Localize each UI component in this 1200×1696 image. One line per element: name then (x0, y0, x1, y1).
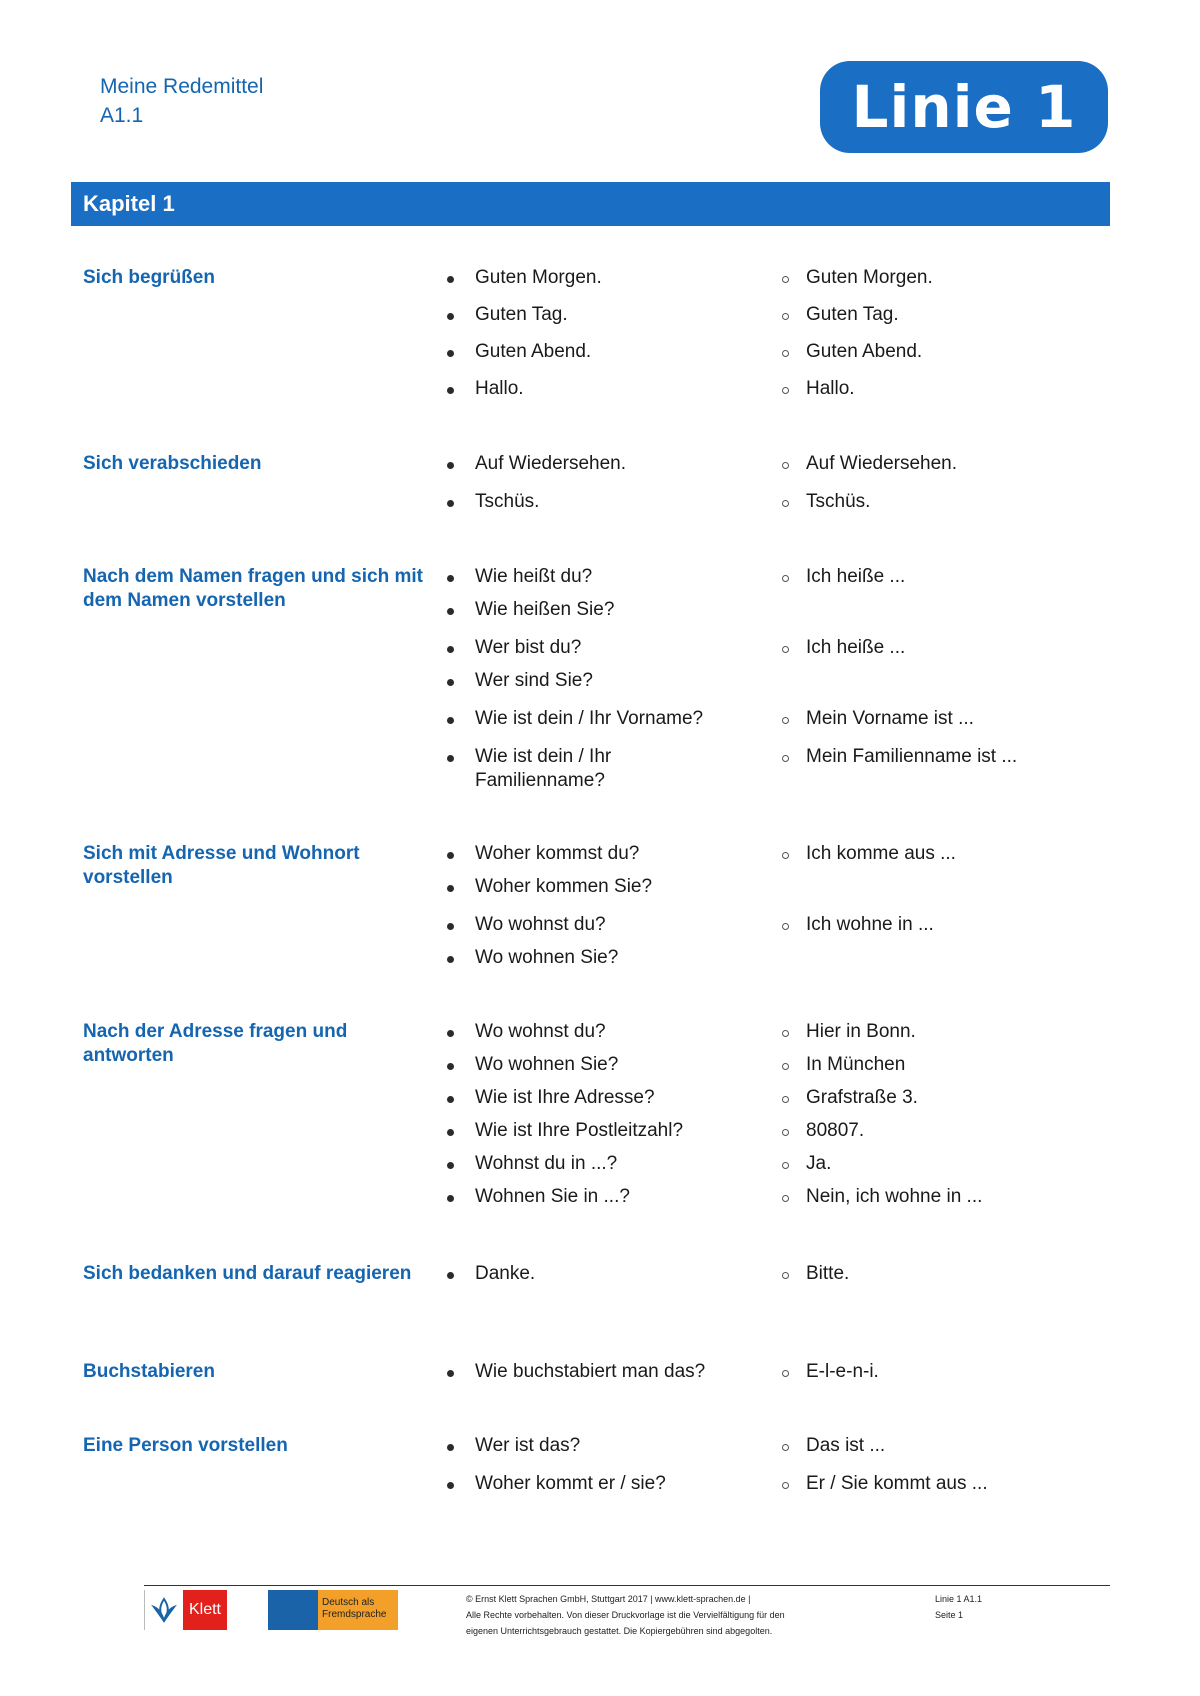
open-bullet-icon (782, 462, 789, 469)
answer-text: Ich heiße ... (806, 566, 906, 587)
question-text: Wohnst du in ...? (475, 1153, 618, 1174)
header-title-line1: Meine Redemittel (100, 75, 264, 98)
open-bullet-icon (782, 1030, 789, 1037)
footer-copyright (466, 1591, 886, 1639)
open-bullet-icon (782, 1272, 789, 1279)
answer-text: Er / Sie kommt aus ... (806, 1473, 988, 1494)
answer-text: Mein Familienname ist ... (806, 746, 1018, 767)
section-title: Nach der Adresse fragen und antworten (83, 1021, 348, 1066)
filled-bullet-icon (447, 350, 454, 357)
filled-bullet-icon (447, 1162, 454, 1169)
filled-bullet-icon (447, 646, 454, 653)
question-text: Wer sind Sie? (475, 670, 593, 691)
filled-bullet-icon (447, 1030, 454, 1037)
filled-bullet-icon (447, 923, 454, 930)
filled-bullet-icon (447, 1444, 454, 1451)
open-bullet-icon (782, 1096, 789, 1103)
open-bullet-icon (782, 646, 789, 653)
question-text: Guten Tag. (475, 304, 568, 325)
klett-flower-icon (145, 1590, 183, 1630)
question-text: Wo wohnen Sie? (475, 1054, 619, 1075)
answer-text: Nein, ich wohne in ... (806, 1186, 983, 1207)
footer-page-number: Seite 1 (935, 1610, 964, 1620)
klett-logo (144, 1590, 227, 1630)
filled-bullet-icon (447, 276, 454, 283)
footer-copyright-line2: Alle Rechte vorbehalten. Von dieser Druckvorlage ist die Vervielfältigung für den (466, 1610, 785, 1620)
filled-bullet-icon (447, 1272, 454, 1279)
section-title: Sich mit Adresse und Wohnort vorstellen (83, 843, 360, 888)
filled-bullet-icon (447, 956, 454, 963)
question-text: Wie heißt du? (475, 566, 593, 587)
question-text: Danke. (475, 1263, 536, 1284)
answer-text: Guten Morgen. (806, 267, 933, 288)
daf-logo (268, 1590, 398, 1630)
klett-logo-label: Klett (183, 1590, 227, 1630)
section-title: Sich begrüßen (83, 267, 215, 288)
question-text: Wohnen Sie in ...? (475, 1186, 630, 1207)
filled-bullet-icon (447, 885, 454, 892)
question-text: Wo wohnst du? (475, 1021, 606, 1042)
logo-text: Linie 1 (851, 73, 1077, 141)
answer-text: Ja. (806, 1153, 832, 1174)
filled-bullet-icon (447, 500, 454, 507)
footer-divider (144, 1585, 1110, 1586)
section-title: Nach dem Namen fragen und sich mit dem Namen vorstellen (83, 566, 423, 611)
daf-logo-label: Deutsch als Fremdsprache (318, 1590, 398, 1630)
question-text: Woher kommen Sie? (475, 876, 653, 897)
answer-text: Tschüs. (806, 491, 871, 512)
filled-bullet-icon (447, 755, 454, 762)
question-text: Wie ist Ihre Postleitzahl? (475, 1120, 684, 1141)
answer-text: Das ist ... (806, 1435, 886, 1456)
filled-bullet-icon (447, 1096, 454, 1103)
header-title (100, 72, 263, 130)
open-bullet-icon (782, 1370, 789, 1377)
section-title: Sich verabschieden (83, 453, 262, 474)
question-text: Wie ist dein / Ihr Familienname? (475, 746, 612, 791)
filled-bullet-icon (447, 679, 454, 686)
open-bullet-icon (782, 755, 789, 762)
section-title: Buchstabieren (83, 1361, 215, 1382)
question-text: Wie buchstabiert man das? (475, 1361, 706, 1382)
question-text: Wer ist das? (475, 1435, 581, 1456)
question-text: Wie ist dein / Ihr Vorname? (475, 708, 704, 729)
filled-bullet-icon (447, 462, 454, 469)
question-text: Wo wohnst du? (475, 914, 606, 935)
filled-bullet-icon (447, 387, 454, 394)
answer-text: 80807. (806, 1120, 865, 1141)
question-text: Tschüs. (475, 491, 540, 512)
open-bullet-icon (782, 1129, 789, 1136)
filled-bullet-icon (447, 608, 454, 615)
section-title: Eine Person vorstellen (83, 1435, 288, 1456)
open-bullet-icon (782, 1063, 789, 1070)
answer-text: Ich heiße ... (806, 637, 906, 658)
footer-copyright-line3: eigenen Unterrichtsgebrauch gestattet. Die Kopiergebühren sind abgegolten. (466, 1626, 773, 1636)
footer-book-title: Linie 1 A1.1 (935, 1594, 983, 1604)
answer-text: Hier in Bonn. (806, 1021, 916, 1042)
filled-bullet-icon (447, 1195, 454, 1202)
linie1-logo (820, 61, 1108, 153)
open-bullet-icon (782, 276, 789, 283)
open-bullet-icon (782, 923, 789, 930)
open-bullet-icon (782, 500, 789, 507)
answer-text: Grafstraße 3. (806, 1087, 918, 1108)
question-text: Wo wohnen Sie? (475, 947, 619, 968)
open-bullet-icon (782, 387, 789, 394)
open-bullet-icon (782, 1195, 789, 1202)
answer-text: Hallo. (806, 378, 855, 399)
question-text: Wer bist du? (475, 637, 582, 658)
question-text: Woher kommst du? (475, 843, 640, 864)
answer-text: In München (806, 1054, 906, 1075)
filled-bullet-icon (447, 717, 454, 724)
filled-bullet-icon (447, 1129, 454, 1136)
answer-text: Ich wohne in ... (806, 914, 934, 935)
answer-text: Guten Tag. (806, 304, 899, 325)
open-bullet-icon (782, 1482, 789, 1489)
open-bullet-icon (782, 717, 789, 724)
filled-bullet-icon (447, 852, 454, 859)
open-bullet-icon (782, 575, 789, 582)
question-text: Hallo. (475, 378, 524, 399)
answer-text: Guten Abend. (806, 341, 923, 362)
open-bullet-icon (782, 852, 789, 859)
answer-text: Mein Vorname ist ... (806, 708, 974, 729)
open-bullet-icon (782, 1444, 789, 1451)
question-text: Woher kommt er / sie? (475, 1473, 666, 1494)
answer-text: E-l-e-n-i. (806, 1361, 879, 1382)
answer-text: Ich komme aus ... (806, 843, 956, 864)
open-bullet-icon (782, 1162, 789, 1169)
header-title-line2: A1.1 (100, 104, 144, 127)
question-text: Wie heißen Sie? (475, 599, 615, 620)
question-text: Guten Morgen. (475, 267, 602, 288)
chapter-bar: Kapitel 1 (71, 182, 1110, 226)
open-bullet-icon (782, 313, 789, 320)
question-text: Guten Abend. (475, 341, 592, 362)
answer-text: Bitte. (806, 1263, 850, 1284)
section-title: Sich bedanken und darauf reagieren (83, 1263, 412, 1284)
filled-bullet-icon (447, 313, 454, 320)
daf-logo-blue-block (268, 1590, 318, 1630)
footer-page-info (935, 1591, 1055, 1623)
filled-bullet-icon (447, 575, 454, 582)
open-bullet-icon (782, 350, 789, 357)
question-text: Auf Wiedersehen. (475, 453, 627, 474)
filled-bullet-icon (447, 1482, 454, 1489)
filled-bullet-icon (447, 1370, 454, 1377)
answer-text: Auf Wiedersehen. (806, 453, 958, 474)
question-text: Wie ist Ihre Adresse? (475, 1087, 655, 1108)
footer-copyright-line1: © Ernst Klett Sprachen GmbH, Stuttgart 2017 | www.klett-sprachen.de | (466, 1594, 751, 1604)
filled-bullet-icon (447, 1063, 454, 1070)
